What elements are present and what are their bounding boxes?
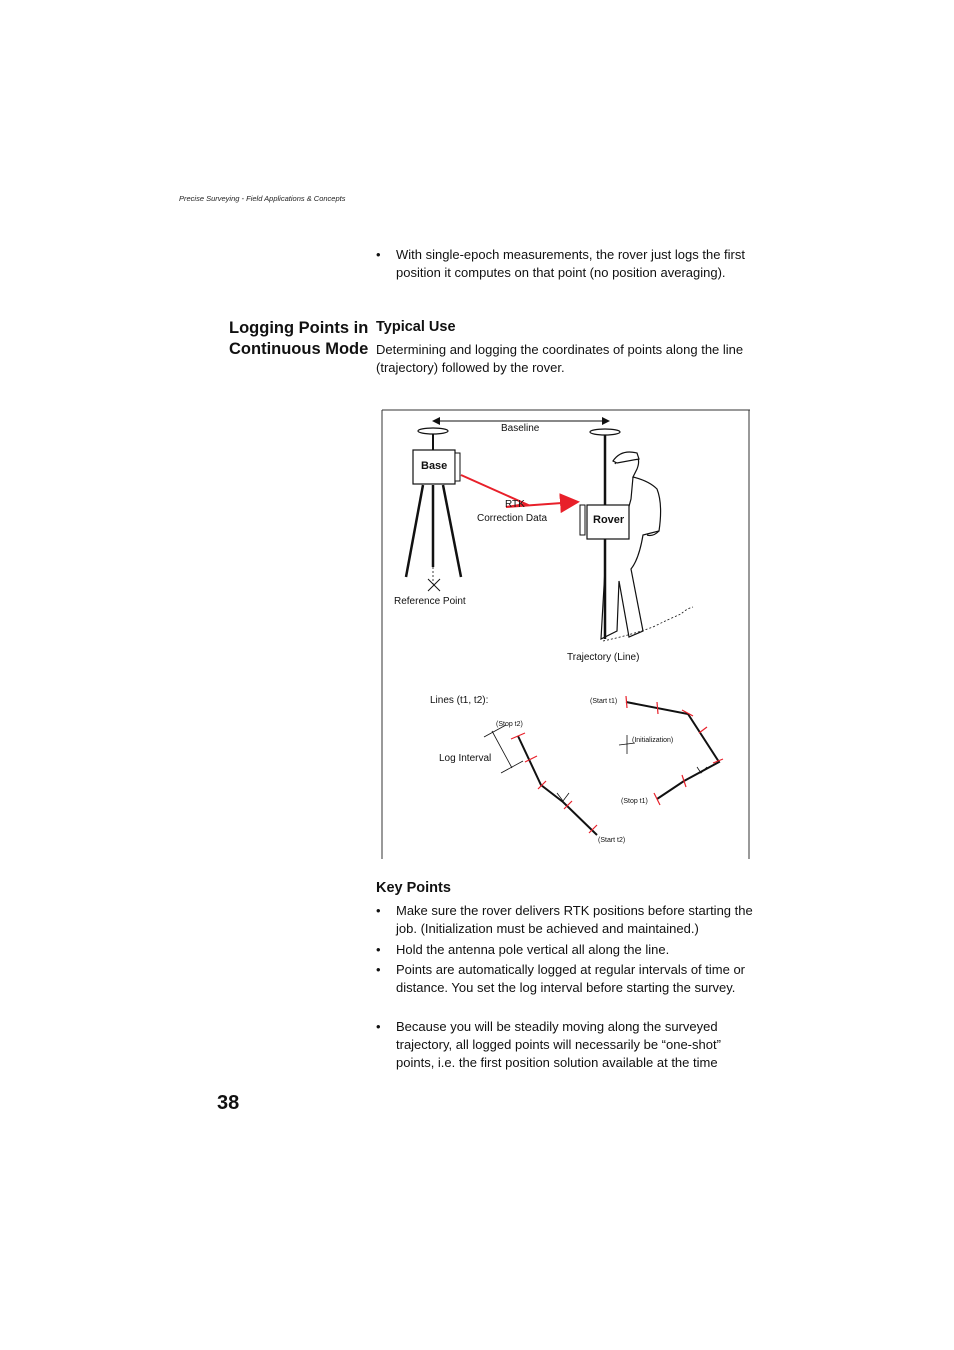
stop-t2-label: (Stop t2) — [496, 721, 523, 728]
initialization-label: (Initialization) — [632, 737, 674, 744]
rtk-label-line2: Correction Data — [477, 513, 548, 524]
bullet-dot: • — [376, 942, 381, 957]
log-interval-label: Log Interval — [439, 753, 492, 764]
key-point-item — [376, 1018, 758, 1072]
start-t1-label: (Start t1) — [590, 698, 618, 705]
baseline-label: Baseline — [501, 423, 540, 434]
key-point-item — [376, 902, 758, 938]
rover-radio — [580, 505, 585, 535]
reference-point-label: Reference Point — [394, 596, 466, 607]
line-t2 — [518, 736, 597, 835]
log-interval-dimension — [484, 725, 523, 773]
rtk-continuous-figure — [381, 409, 751, 859]
bullet-text: Make sure the rover delivers RTK positions before starting the job. (Initialization must be achieved and maintained.) — [396, 903, 753, 936]
rtk-label-line1: RTK — [505, 499, 525, 510]
bullet-text: With single-epoch measurements, the rover just logs the first position it computes on that point (no position averaging). — [396, 247, 745, 280]
bullet-text: Because you will be steadily moving along the surveyed trajectory, all logged points will necessarily be “one-shot” points, i.e. the first position solution available at the time — [396, 1019, 721, 1070]
key-points-heading: Key Points — [376, 880, 451, 896]
trajectory-dashed-line — [603, 607, 693, 641]
key-point-item — [376, 941, 758, 959]
page-number: 38 — [217, 1092, 240, 1114]
section-title: Logging Points in Continuous Mode — [229, 319, 369, 358]
lines-label: Lines (t1, t2): — [430, 695, 489, 706]
start-t2-label: (Start t2) — [598, 837, 626, 844]
bullet-dot: • — [376, 962, 381, 977]
trajectory-label: Trajectory (Line) — [567, 652, 640, 663]
bullet-text: Hold the antenna pole vertical all along the line. — [396, 942, 670, 957]
typical-use-text: Determining and logging the coordinates of points along the line (trajectory) followed by the rover. — [376, 342, 744, 375]
intro-bullet — [376, 246, 758, 282]
base-radio — [455, 453, 460, 481]
base-label: Base — [421, 460, 448, 472]
stop-t1-label: (Stop t1) — [621, 798, 648, 805]
bullet-dot: • — [376, 1019, 381, 1034]
bullet-dot: • — [376, 903, 381, 918]
typical-use-heading: Typical Use — [376, 319, 456, 335]
key-point-item — [376, 961, 758, 997]
running-header: Precise Surveying - Field Applications & Concepts — [179, 194, 346, 203]
rover-label: Rover — [593, 514, 625, 526]
bullet-text: Points are automatically logged at regular intervals of time or distance. You set the log interval before starting the survey. — [396, 962, 746, 995]
line-t1 — [626, 702, 719, 799]
bullet-dot: • — [376, 247, 381, 262]
